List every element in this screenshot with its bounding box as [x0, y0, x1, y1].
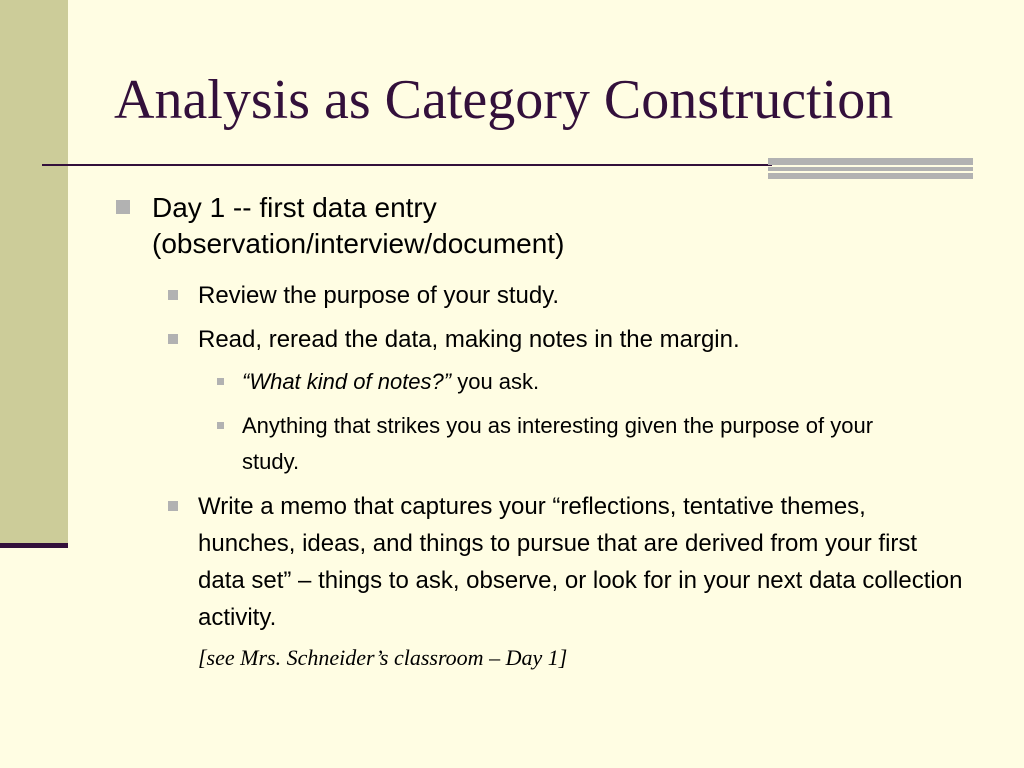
left-decorative-band: [0, 0, 68, 545]
bullet-anything-interesting: [242, 408, 912, 480]
decorative-bar: [768, 158, 973, 165]
square-bullet-icon: [217, 378, 224, 385]
bullet-text-line: (observation/interview/document): [152, 228, 565, 259]
decorative-bar: [768, 167, 973, 171]
square-bullet-icon: [168, 501, 178, 511]
bullet-text: Anything that strikes you as interesting given the purpose of your study.: [242, 413, 874, 474]
bullet-text: Review the purpose of your study.: [198, 282, 560, 309]
bullet-day-1: [152, 190, 692, 262]
decorative-bar: [768, 173, 973, 179]
slide-title: Analysis as Category Construction: [114, 69, 894, 131]
title-decorative-bars: [768, 158, 973, 180]
bullet-text: Read, reread the data, making notes in the margin.: [198, 326, 740, 353]
left-accent-line: [0, 543, 68, 548]
title-divider-line: [42, 164, 772, 166]
square-bullet-icon: [116, 200, 130, 214]
bullet-quote-text: “What kind of notes?”: [242, 369, 452, 394]
bullet-text-line: Day 1 -- first data entry: [152, 192, 437, 223]
bullet-read-reread: [198, 321, 918, 358]
bullet-text: you ask.: [451, 369, 540, 394]
bullet-what-kind-of-notes: [242, 364, 902, 400]
bullet-text: Write a memo that captures your “reflections, tentative themes, hunches, ideas, and things to pursue that are derived from your first data set” – things to ask, observe, or look for in your next data collection activity.: [198, 493, 963, 631]
reference-note: [see Mrs. Schneider’s classroom – Day 1]: [198, 645, 568, 670]
bullet-write-memo: [198, 488, 968, 636]
square-bullet-icon: [168, 290, 178, 300]
bullet-review-purpose: [198, 277, 878, 314]
square-bullet-icon: [217, 422, 224, 429]
square-bullet-icon: [168, 334, 178, 344]
